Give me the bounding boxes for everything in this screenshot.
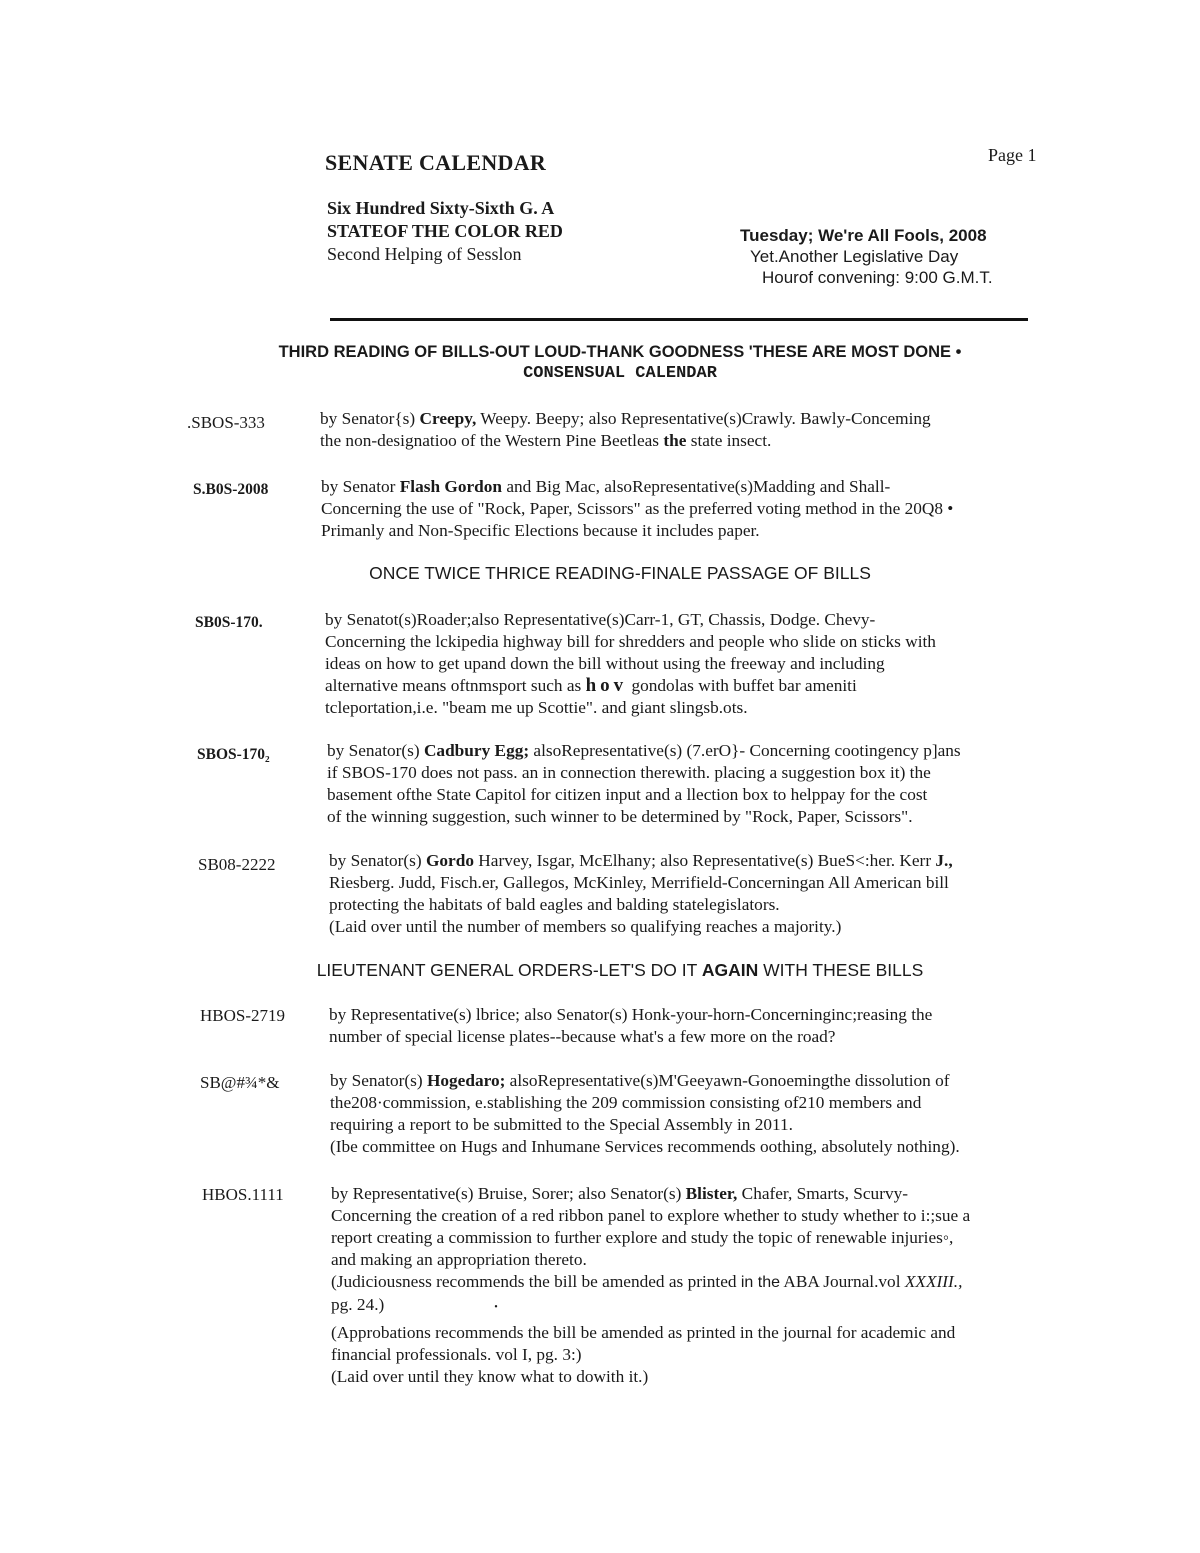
bill-text-line: basement ofthe State Capitol for citizen input and a llection box to helppay for the cost bbox=[327, 785, 928, 804]
convening-line: Hourof convening: 9:00 G.M.T. bbox=[762, 268, 993, 287]
date-line: Tuesday; We're All Fools, 2008 bbox=[740, 226, 987, 245]
bill-text-segment: by Senator(s) bbox=[329, 851, 426, 870]
session-line: Second Helping of Sesslon bbox=[327, 244, 522, 264]
bill-text-line: of the winning suggestion, such winner to be determined by "Rock, Paper, Scissors". bbox=[327, 807, 913, 826]
bill-text-segment: Harvey, Isgar, McElhany; also Representative(s) BueS<:her. Kerr bbox=[473, 851, 936, 870]
bill-text-segment: in the bbox=[740, 1274, 780, 1291]
bill-text-segment: pg. 24.) bbox=[331, 1295, 385, 1314]
bill-text-line: requiring a report to be submitted to the Special Assembly in 2011. bbox=[330, 1115, 793, 1134]
bill-text-segment: gondolas with buffet bar ameniti bbox=[627, 676, 857, 695]
bill-text-line: Riesberg. Judd, Fisch.er, Gallegos, McKinley, Merrifield-Concerningan All American bill bbox=[329, 873, 949, 892]
section-heading-line: CONSENSUAL CALENDAR bbox=[523, 364, 717, 383]
senator-name: Creepy, bbox=[419, 409, 477, 428]
header-left-block bbox=[327, 197, 563, 266]
bill-text bbox=[325, 609, 1055, 719]
bill-text-segment: ABA Journal.vol bbox=[780, 1272, 905, 1291]
bill-text-segment: Weepy. Beepy; also Representative(s)Crawly. Bawly-Conceming bbox=[476, 409, 931, 428]
bill-text-segment: state insect. bbox=[686, 431, 772, 450]
bill-id: SBOS-170₂ bbox=[197, 746, 270, 763]
bill-text-segment: by Senator(s) bbox=[330, 1071, 427, 1090]
bill-text-line: the208·commission, e.stablishing the 209 commission consisting of210 members and bbox=[330, 1093, 922, 1112]
section-heading-bold: AGAIN bbox=[701, 960, 759, 980]
section-heading-text: WITH THESE BILLS bbox=[758, 960, 924, 980]
bill-text-line: report creating a commission to further explore and study the topic of renewable injuries◦, bbox=[331, 1228, 954, 1247]
bill-text-bold: J., bbox=[935, 851, 953, 870]
bill-id: .SBOS-333 bbox=[187, 413, 265, 432]
bill-text-line: by Representative(s) lbrice; also Senator(s) Honk-your-horn-Concerninginc;reasing the bbox=[329, 1005, 933, 1024]
bill-text-line: financial professionals. vol I, pg. 3:) bbox=[331, 1345, 582, 1364]
bill-text-segment: Chafer, Smarts, Scurvy- bbox=[737, 1184, 908, 1203]
bill-id: SB08-2222 bbox=[198, 855, 276, 874]
bill-text-segment: alternative means oftnmsport such as bbox=[325, 676, 586, 695]
page-title: SENATE CALENDAR bbox=[325, 150, 547, 175]
bill-text-line: Concerning the creation of a red ribbon panel to explore whether to study whether to i:;sue a bbox=[331, 1206, 971, 1225]
bill-text bbox=[321, 476, 1051, 542]
bill-text-segment: by Representative(s) Bruise, Sorer; also Senator(s) bbox=[331, 1184, 686, 1203]
bill-text-line: (Laid over until the number of members so qualifying reaches a majority.) bbox=[329, 917, 842, 936]
bill-text-segment: the non-designatioo of the Western Pine Beetleas bbox=[320, 431, 664, 450]
bill-id: HBOS-2719 bbox=[200, 1006, 286, 1025]
bill-text-segment: by Senator(s) bbox=[327, 741, 424, 760]
bill-text bbox=[330, 1070, 1070, 1158]
bill-text-line: if SBOS-170 does not pass. an in connection therewith. placing a suggestion box it) the bbox=[327, 763, 931, 782]
bill-text-line: ideas on how to get upand down the bill without using the freeway and including bbox=[325, 654, 885, 673]
bill-text-line: (Laid over until they know what to dowith it.) bbox=[331, 1367, 649, 1386]
bill-text-line: by Senatot(s)Roader;also Representative(s)Carr-1, GT, Chassis, Dodge. Chevy- bbox=[325, 610, 876, 629]
bill-text-line: Concerning the lckipedia highway bill for shredders and people who slide on sticks with bbox=[325, 632, 936, 651]
bill-text bbox=[329, 1004, 1059, 1048]
assembly-line: Six Hundred Sixty-Sixth G. A bbox=[327, 198, 555, 218]
bill-id: S.B0S-2008 bbox=[193, 481, 269, 498]
bill-text-line: (Ibe committee on Hugs and Inhumane Services recommends oothing, absolutely nothing). bbox=[330, 1137, 960, 1156]
section-heading-third-reading bbox=[150, 342, 1090, 384]
volume-text: XXXIII., bbox=[904, 1272, 963, 1291]
bill-text-line: tcleportation,i.e. "beam me up Scottie". and giant slingsb.ots. bbox=[325, 698, 748, 717]
bill-text-line: Primanly and Non-Specific Elections because it includes paper. bbox=[321, 521, 760, 540]
bill-text-line: (Approbations recommends the bill be amended as printed in the journal for academic and bbox=[331, 1323, 956, 1342]
bill-text-line: and making an appropriation thereto. bbox=[331, 1250, 587, 1269]
bill-text-segment: (Judiciousness recommends the bill be amended as printed bbox=[331, 1272, 741, 1291]
bill-text bbox=[327, 740, 1057, 828]
bill-text-line: number of special license plates--because what's a few more on the road? bbox=[329, 1027, 836, 1046]
bill-text-segment: alsoRepresentative(s)M'Geeyawn-Gonoemingthe dissolution of bbox=[505, 1071, 950, 1090]
bill-id: HBOS.1111 bbox=[202, 1185, 284, 1204]
section-heading-line: THIRD READING OF BILLS-OUT LOUD-THANK GOODNESS 'THESE ARE MOST DONE • bbox=[278, 343, 962, 361]
section-heading-general-orders bbox=[150, 960, 1090, 981]
bill-text-segment: by Senator bbox=[321, 477, 400, 496]
bill-text-line: protecting the habitats of bald eagles and balding statelegislators. bbox=[329, 895, 780, 914]
bill-text bbox=[331, 1183, 1071, 1388]
bill-text-segment: alsoRepresentative(s) (7.erO}- Concerning cootingency p]ans bbox=[529, 741, 961, 760]
bill-text bbox=[329, 850, 1059, 938]
header-right-block bbox=[740, 225, 993, 288]
bill-text-bold: the bbox=[663, 431, 687, 450]
bill-id: SB@#¾*& bbox=[200, 1073, 280, 1092]
senator-name: Flash Gordon bbox=[399, 477, 502, 496]
header-divider bbox=[330, 318, 1028, 321]
bill-text-segment: and Big Mac, alsoRepresentative(s)Madding and Shall- bbox=[502, 477, 891, 496]
senator-name: Gordo bbox=[425, 851, 474, 870]
senator-name: Blister, bbox=[685, 1184, 738, 1203]
page-number: Page 1 bbox=[988, 145, 1037, 165]
senator-name: Cadbury Egg; bbox=[423, 741, 530, 760]
stray-mark: • bbox=[494, 1302, 498, 1313]
bill-text bbox=[320, 408, 1050, 452]
bill-text-segment: by Senator{s) bbox=[320, 409, 420, 428]
hov-text: hov bbox=[585, 675, 628, 696]
senator-name: Hogedaro; bbox=[426, 1071, 506, 1090]
section-heading-text: LIEUTENANT GENERAL ORDERS-LET'S DO IT bbox=[316, 960, 702, 980]
bill-id: SB0S-170. bbox=[195, 614, 263, 631]
state-line: STATEOF THE COLOR RED bbox=[327, 221, 563, 241]
day-line: Yet.Another Legislative Day bbox=[750, 247, 959, 266]
bill-text-line: Concerning the use of "Rock, Paper, Scissors" as the preferred voting method in the 20Q8 • bbox=[321, 499, 954, 518]
section-heading-final-passage: ONCE TWICE THRICE READING-FINALE PASSAGE OF BILLS bbox=[369, 563, 871, 583]
